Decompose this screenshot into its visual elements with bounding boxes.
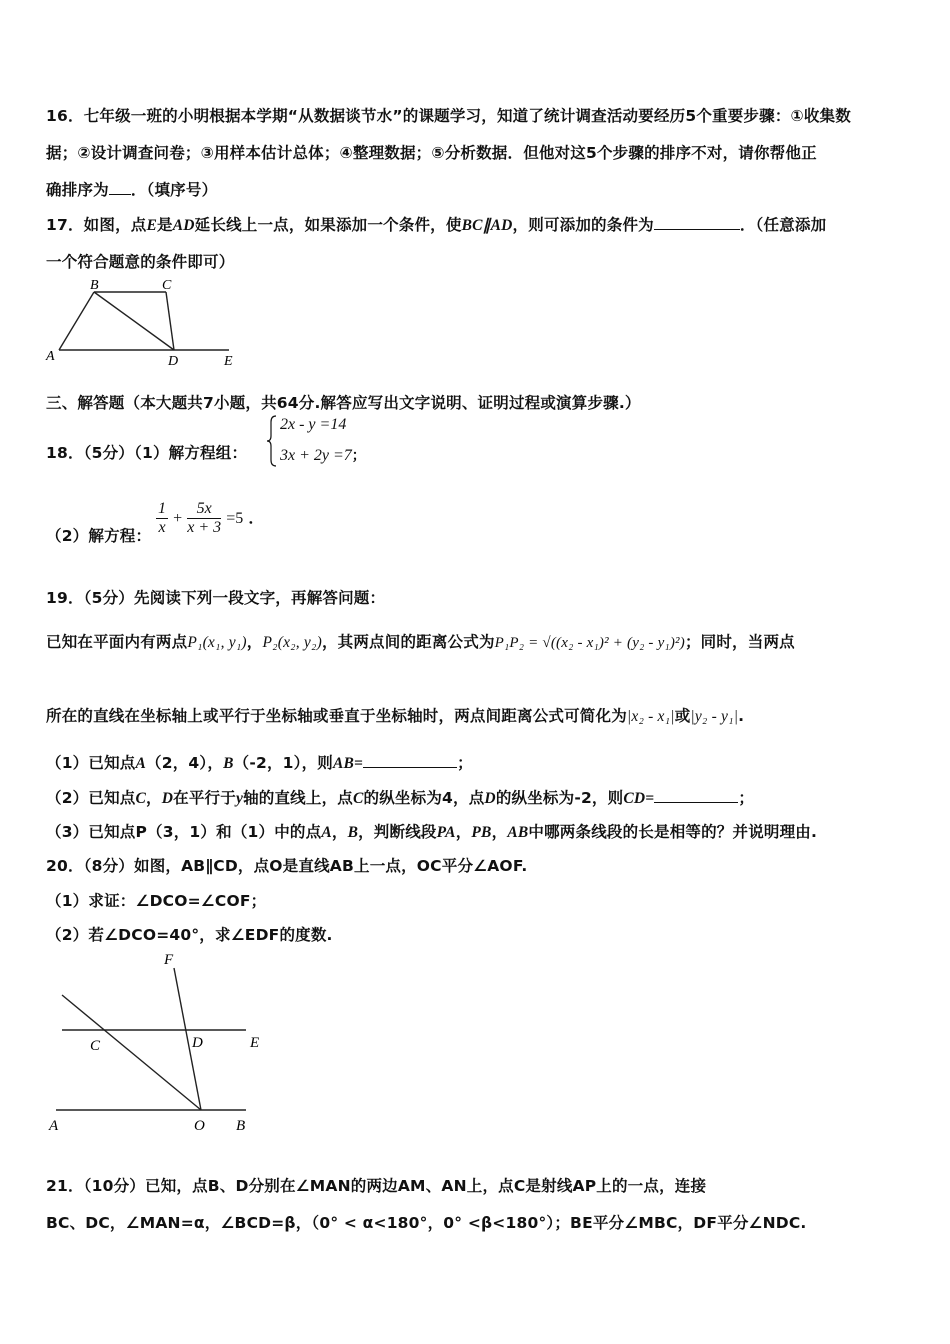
q19-s2-d2: D	[484, 790, 496, 807]
q17-text-e: ．（任意添加	[739, 216, 827, 234]
q19-sub3	[46, 820, 817, 842]
q19-abs-y: |y₂ - y₁|	[690, 708, 739, 725]
q17-label-a: A	[46, 349, 55, 364]
q19-s1-bcoord: （-2，1），则	[233, 754, 333, 772]
q19-s2-pre: （2）已知点	[46, 789, 136, 807]
q20-label-f: F	[164, 952, 174, 968]
q19-s2-c: C	[135, 790, 147, 807]
q19-s2-c2: C	[352, 790, 364, 807]
q19-point-p1: P₁(x₁, y₁)	[187, 634, 247, 651]
q19-s2-cd: CD=	[623, 790, 655, 807]
q19-s2-y: y	[235, 790, 244, 807]
q20-label-b: B	[236, 1118, 246, 1134]
q17-text-d: ，则可添加的条件为	[512, 216, 654, 234]
q19-s3-t2: 中哪两条线段的长是相等的？并说明理由.	[528, 823, 818, 841]
q16-answer-prefix: 确排序为	[46, 181, 109, 199]
q19-s3-pre: （3）已知点P（3，1）和（1）中的点	[46, 823, 322, 841]
q19-abs-x: |x₂ - x₁|	[626, 708, 675, 725]
q19-s3-c3: ，	[491, 823, 508, 841]
q19-s2-comma: ，	[146, 789, 162, 807]
q17-point-e: E	[146, 217, 158, 234]
q19-s1-b: B	[223, 755, 234, 772]
q20-label-c: C	[90, 1038, 101, 1054]
q19-s1-ab: AB=	[332, 755, 364, 772]
q19-s2-t2: 轴的直线上，点	[243, 789, 353, 807]
q19-p1-post: ；同时，当两点	[684, 633, 795, 651]
q19-sub1	[46, 751, 473, 773]
q19-para2	[46, 704, 744, 726]
q19-point-p2: P₂(x₂, y₂)	[262, 634, 322, 651]
q16-line1: 16．七年级一班的小明根据本学期“从数据谈节水”的课题学习，知道了统计调查活动要经历5个重要步骤：①收集数	[46, 107, 851, 125]
q17-answer-blank	[654, 215, 740, 230]
q19-s2-t1: 在平行于	[173, 789, 236, 807]
q19-s2-t4: 的纵坐标为-2，则	[495, 789, 624, 807]
q21-line1: 21．（10分）已知，点B、D分别在∠MAN的两边AM、AN上，点C是射线AP上的一点，连接	[46, 1177, 707, 1195]
q19-s1-blank	[363, 753, 457, 768]
q17-label-d: D	[168, 354, 179, 369]
q19-s3-ab: AB	[507, 824, 529, 841]
q18-frac2-den: x + 3	[187, 519, 222, 536]
q18-end: ．	[248, 510, 265, 527]
q20-label-a: A	[49, 1118, 59, 1134]
q17-text-b: 是	[157, 216, 173, 234]
q17-figure	[44, 276, 244, 371]
q17-line1	[46, 213, 826, 235]
q21-line2: BC、DC，∠MAN=α，∠BCD=β，（0° < α<180°，0° <β<180°）；BE平分∠MBC，DF平分∠NDC.	[46, 1214, 807, 1232]
q19-s2-d: D	[161, 790, 174, 807]
q20-sub1: （1）求证：∠DCO=∠COF；	[46, 892, 267, 910]
q20-title: 20．（8分）如图，AB∥CD，点O是直线AB上一点，OC平分∠AOF.	[46, 857, 528, 875]
q18-frac1-num: 1	[158, 500, 166, 517]
q19-s3-a: A	[321, 824, 332, 841]
q19-s1-acoord: （2，4），	[146, 754, 224, 772]
q17-label-b: B	[90, 278, 99, 293]
q18-frac2-num: 5x	[187, 500, 221, 519]
q19-s2-end: ；	[738, 789, 755, 807]
q18-label: 18．（5分）（1）解方程组：	[46, 444, 248, 462]
q19-s2-t3: 的纵坐标为4，点	[363, 789, 485, 807]
q19-s1-end: ；	[457, 754, 473, 772]
q19-p1-mid: ，其两点间的距离公式为	[321, 633, 495, 651]
q19-para1	[46, 630, 795, 652]
q20-label-e: E	[250, 1035, 260, 1051]
section3-heading: 三、解答题（本大题共7小题，共64分.解答应写出文字说明、证明过程或演算步骤.）	[46, 394, 641, 412]
q19-s3-pb: PB	[471, 824, 492, 841]
q18-frac1	[156, 500, 168, 537]
q19-s3-t1: ，判断线段	[358, 823, 437, 841]
q19-s1-pre: （1）已知点	[46, 754, 136, 772]
q19-s1-a: A	[135, 755, 147, 772]
q19-p2-end: .	[738, 707, 745, 725]
q16-answer-blank	[109, 180, 131, 195]
q16-line2: 据；②设计调查问卷；③用样本估计总体；④整理数据；⑤分析数据．但他对这5个步骤的排序不对，请你帮他正	[46, 144, 817, 162]
q19-or: 或	[674, 707, 691, 725]
q19-sub2	[46, 786, 754, 808]
q18-part2	[46, 524, 151, 546]
q18-part2-label: （2）解方程：	[46, 527, 152, 545]
q19-p1-pre: 已知在平面内有两点	[46, 633, 188, 651]
q18-equation2	[156, 500, 264, 537]
q17-label-e: E	[224, 354, 233, 369]
q17-label-c: C	[162, 278, 172, 293]
q17-parallel: BC∥AD	[461, 217, 513, 234]
q19-p2-pre: 所在的直线在坐标轴上或平行于坐标轴或垂直于坐标轴时，两点间距离公式可简化为	[46, 707, 627, 725]
q19-comma: ，	[246, 633, 263, 651]
q18-eq2-row	[280, 445, 366, 465]
q18-plus: +	[173, 510, 183, 527]
q17-line2: 一个符合题意的条件即可）	[46, 253, 235, 271]
q18-eq2: 3x + 2y =7	[280, 447, 352, 464]
q20-sub2: （2）若∠DCO=40°，求∠EDF的度数.	[46, 926, 333, 944]
q17-text-c: 延长线上一点，如果添加一个条件，使	[194, 216, 462, 234]
q18-frac1-den: x	[158, 519, 166, 536]
q20-label-d: D	[192, 1035, 203, 1051]
q18-frac2	[187, 500, 221, 537]
q16-answer-suffix: ．（填序号）	[130, 181, 218, 199]
q19-s3-pa: PA	[436, 824, 456, 841]
q20-figure	[44, 950, 274, 1140]
q19-s2-blank	[654, 788, 738, 803]
q19-s3-c1: ，	[331, 823, 348, 841]
q17-text-a: 17．如图，点	[46, 216, 147, 234]
q19-distance-formula: P₁P₂ = √((x₂ - x₁)² + (y₂ - y₁)²)	[494, 635, 685, 651]
q20-label-o: O	[194, 1118, 205, 1134]
q16-line3	[46, 178, 217, 200]
q19-s3-b: B	[347, 824, 359, 841]
q18-equals: =5	[226, 510, 244, 527]
q18-eq2-end: ；	[351, 448, 366, 464]
q18-eq1: 2x - y =14	[280, 416, 347, 433]
q17-line-ad: AD	[172, 217, 195, 234]
q19-s3-c2: ，	[455, 823, 472, 841]
q19-title: 19．（5分）先阅读下列一段文字，再解答问题：	[46, 589, 386, 607]
q18-brace	[266, 414, 278, 468]
